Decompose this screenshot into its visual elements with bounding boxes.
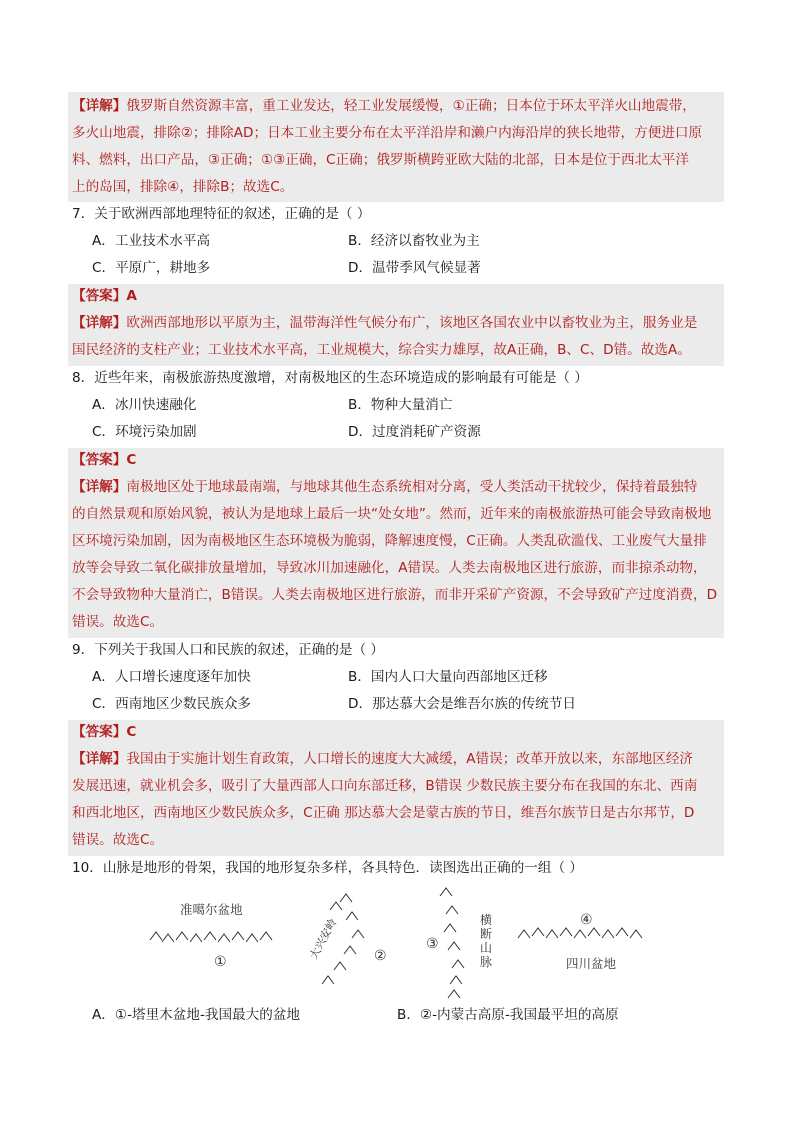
- question-9-stem: 9．下列关于我国人口和民族的叙述，正确的是（ ）: [72, 642, 385, 658]
- figure-number-3: ③: [426, 936, 439, 952]
- mountain-range-1-icon: [150, 932, 272, 942]
- detail-q6-line-2: 多火山地震，排除②；排除AD；日本工业主要分布在太平洋沿岸和濑户内海沿岸的狭长地带，方便进口原: [72, 125, 703, 141]
- mountain-range-4-icon: [518, 928, 642, 938]
- q8-detail-line-2: 的自然景观和原始风貌，被认为是地球上最后一块“处女地”。然而，近年来的南极旅游热可能会导致南极地: [72, 506, 712, 522]
- figure-label-hengduan: 横断山脉: [480, 913, 493, 969]
- q7-option-d[interactable]: D．温带季风气候显著: [348, 260, 481, 276]
- q8-option-c[interactable]: C．环境污染加剧: [92, 424, 197, 440]
- q7-detail-line-1: 【详解】欧洲西部地形以平原为主，温带海洋性气候分布广，该地区各国农业中以畜牧业为主，服务业是: [72, 315, 698, 331]
- q8-detail-line-5: 不会导致物种大量消亡，B错误。人类去南极地区进行旅游，而非开采矿产资源，不会导致矿产过度消费，D: [72, 587, 718, 603]
- q8-detail-line-1: 【详解】南极地区处于地球最南端，与地球其他生态系统相对分离，受人类活动干扰较少，保持着最独特: [72, 479, 698, 495]
- q9-detail-line-4: 错误。故选C。: [72, 832, 164, 848]
- q9-detail-line-2: 发展迅速，就业机会多，吸引了大量西部人口向东部迁移，B错误 少数民族主要分布在我国的东北、西南: [72, 778, 698, 794]
- figure-label-sichuan: 四川盆地: [566, 956, 617, 971]
- q7-detail-line-2: 国民经济的支柱产业；工业技术水平高，工业规模大，综合实力雄厚，故A正确，B、C、D错。故选A。: [72, 342, 691, 358]
- q9-option-a[interactable]: A．人口增长速度逐年加快: [92, 669, 251, 685]
- q8-detail-line-3: 区环境污染加剧，因为南极地区生态环境极为脆弱，降解速度慢，C正确。人类乱砍滥伐、工业废气大量排: [72, 533, 707, 549]
- mountain-range-3-icon: [440, 888, 464, 998]
- q8-detail-line-4: 放等会导致二氧化碳排放量增加，导致冰川加速融化，A错误。人类去南极地区进行旅游，而非掠杀动物，: [72, 560, 707, 576]
- q10-option-b[interactable]: B．②-内蒙古高原-我国最平坦的高原: [397, 1007, 619, 1023]
- figure-number-4: ④: [580, 912, 593, 928]
- detail-q6-line-3: 料、燃料，出口产品，③正确；①③正确，C正确；俄罗斯横跨亚欧大陆的北部，日本是位于西北太平洋: [72, 152, 689, 168]
- q7-answer: 【答案】A: [72, 288, 137, 304]
- q8-answer: 【答案】C: [72, 452, 137, 468]
- question-10-stem: 10．山脉是地形的骨架，我国的地形复杂多样，各具特色．读图选出正确的一组（ ）: [72, 860, 583, 876]
- q7-option-c[interactable]: C．平原广，耕地多: [92, 260, 211, 276]
- q8-option-b[interactable]: B．物种大量消亡: [348, 397, 453, 413]
- q10-option-a[interactable]: A．①-塔里木盆地-我国最大的盆地: [92, 1007, 301, 1023]
- q7-option-b[interactable]: B．经济以畜牧业为主: [348, 233, 480, 249]
- q9-detail-line-3: 和西北地区，西南地区少数民族众多，C正确 那达慕大会是蒙古族的节日，维吾尔族节日是古尔邦节，D: [72, 805, 695, 821]
- question-8-stem: 8．近些年来，南极旅游热度激增，对南极地区的生态环境造成的影响最有可能是（ ）: [72, 370, 588, 386]
- figure-number-1: ①: [214, 954, 227, 970]
- q9-answer: 【答案】C: [72, 724, 137, 740]
- q8-option-a[interactable]: A．冰川快速融化: [92, 397, 197, 413]
- figure-number-2: ②: [374, 948, 387, 964]
- q9-detail-line-1: 【详解】我国由于实施计划生育政策，人口增长的速度大大减缓，A错误；改革开放以来，东部地区经济: [72, 751, 694, 767]
- q9-option-c[interactable]: C．西南地区少数民族众多: [92, 696, 252, 712]
- figure-label-daxinganling: 大兴安岭: [307, 916, 340, 962]
- detail-q6-line-1: 【详解】俄罗斯自然资源丰富，重工业发达，轻工业发展缓慢，①正确；日本位于环太平洋火山地震带，: [72, 98, 696, 114]
- q8-detail-line-6: 错误。故选C。: [72, 614, 164, 630]
- mountain-range-figure: [0, 880, 794, 1010]
- figure-label-junggar: 准噶尔盆地: [180, 902, 243, 917]
- q9-option-b[interactable]: B．国内人口大量向西部地区迁移: [348, 669, 548, 685]
- detail-q6-line-4: 上的岛国，排除④，排除B；故选C。: [72, 179, 294, 195]
- question-7-stem: 7．关于欧洲西部地理特征的叙述，正确的是（ ）: [72, 206, 371, 222]
- q8-option-d[interactable]: D．过度消耗矿产资源: [348, 424, 481, 440]
- q9-option-d[interactable]: D．那达慕大会是维吾尔族的传统节日: [348, 696, 576, 712]
- q7-option-a[interactable]: A．工业技术水平高: [92, 233, 211, 249]
